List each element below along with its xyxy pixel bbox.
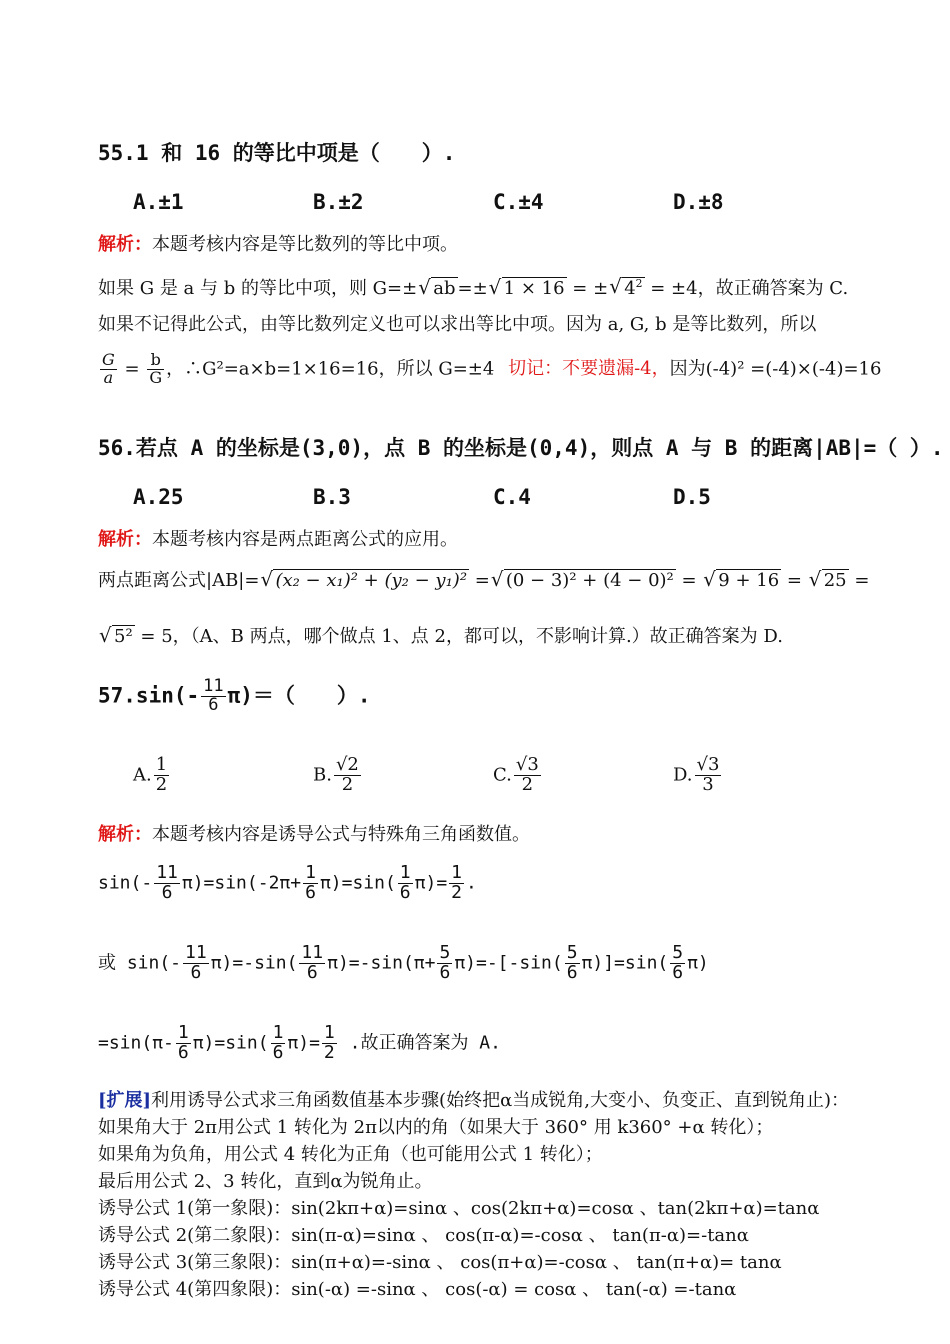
option-label: D. [673, 764, 693, 786]
sqrt-1x16 [490, 278, 567, 299]
text: 因为(-4)² =(-4)×(-4)=16 [669, 358, 882, 380]
text: = ± [572, 278, 609, 299]
sqrt-4sq: √ $4^2$ [610, 277, 644, 299]
q57-step2: 或 sin(- $\frac{11}{6}$ π)=-sin( $\frac{11}{6}$ π)=-sin(π+ $\frac{5}{6}$ π)=-[-sin( $\frac{5}{6}$ π)]=sin( $\frac{5}{6}$ π) [98, 942, 709, 983]
sqrt-ab [419, 278, 457, 299]
formula-4: 诱导公式 4(第四象限)：sin(-α) =-sinα 、 cos(-α) = cosα 、 tan(-α) =-tanα [98, 1279, 737, 1300]
fraction: $\frac{11}{6}$ [156, 862, 178, 903]
q56-option-d: D.5 [673, 485, 711, 509]
q56-line2 [98, 622, 783, 648]
sqrt-distance-formula [261, 570, 469, 591]
radicand: (x₂ − x₁)² + (y₂ − y₁)² [275, 570, 468, 591]
q57-option-b [313, 756, 363, 795]
analysis-label: 解析： [98, 824, 152, 845]
fraction-b-over-g: $\frac{b}{G}$ [149, 350, 163, 387]
q55-line2: 如果不记得此公式，由等比数列定义也可以求出等比中项。因为 a, G, b 是等比数列，所以 [98, 314, 817, 335]
q55-line1 [98, 274, 848, 300]
q56-line1: 两点距离公式|AB|=√ (x₂ − x₁)² + (y₂ − y₁)² =√ (0 − 3)² + (4 − 0)² = √ 9 + 16 = √ 25 = [98, 566, 869, 592]
q55-option-b: B.±2 [313, 190, 364, 214]
fraction: $\frac{11}{6}$ [185, 942, 207, 983]
sqrt-5sq [100, 626, 135, 647]
radicand: (0 − 3)² + (4 − 0)² [505, 570, 674, 591]
radicand: 5² [114, 626, 133, 647]
sqrt-25 [810, 570, 849, 591]
q55-option-d: D.±8 [673, 190, 724, 214]
warning-text: 切记：不要遗漏-4， [508, 358, 670, 380]
analysis-text: 本题考核内容是等比数列的等比中项。 [152, 234, 458, 255]
fraction-1-2: $\frac{1}{2}$ [155, 754, 168, 795]
text: 如果 G 是 a 与 b 的等比中项，则 G=± [98, 278, 418, 299]
text: ，∴G²=a×b=1×16=16，所以 G=±4 [166, 358, 495, 380]
q55-analysis [98, 230, 458, 256]
analysis-label: 解析： [98, 234, 152, 255]
fraction: $\frac{1}{6}$ [177, 1022, 189, 1063]
q56-option-c: C.4 [493, 485, 531, 509]
q57-option-d [673, 756, 723, 795]
q57-step3: =sin(π- $\frac{1}{6}$ π)=sin( $\frac{1}{6}$ π)= $\frac{1}{2}$ .故正确答案为 A. [98, 1022, 501, 1063]
text: 57.sin(- [98, 683, 200, 708]
q55-option-c: C.±4 [493, 190, 544, 214]
q57-title [98, 678, 371, 715]
sqrt-substituted [492, 570, 676, 591]
fraction: $\frac{5}{6}$ [439, 942, 451, 983]
text: 两点距离公式|AB|= [98, 570, 260, 591]
fraction: $\frac{1}{6}$ [399, 862, 411, 903]
radicand: ab [433, 278, 456, 299]
option-label: B. [313, 764, 332, 786]
fraction-sqrt3-3: $\frac{√3}{3}$ [696, 754, 720, 795]
text: = 5，（A、B 两点，哪个做点 1、点 2，都可以，不影响计算.）故正确答案为 D. [140, 626, 783, 647]
formula-3: 诱导公式 3(第三象限)：sin(π+α)=-sinα 、 cos(π+α)=-cosα 、 tan(π+α)= tanα [98, 1252, 782, 1273]
formula-1: 诱导公式 1(第一象限)：sin(2kπ+α)=sinα 、cos(2kπ+α)=cosα 、tan(2kπ+α)=tanα [98, 1198, 820, 1219]
q56-option-a: A.25 [133, 485, 184, 509]
fraction-11-6: $\frac{11}{6}$ [203, 676, 224, 715]
fraction: $\frac{11}{6}$ [301, 942, 324, 983]
radicand: 1 × 16 [503, 278, 565, 299]
analysis-label: 解析： [98, 529, 152, 550]
q57-option-c [493, 756, 543, 795]
text: π)＝（ ）. [227, 683, 371, 708]
analysis-text: 本题考核内容是两点距离公式的应用。 [152, 529, 458, 550]
fraction: $\frac{1}{6}$ [272, 1022, 284, 1063]
fraction: $\frac{5}{6}$ [566, 942, 578, 983]
fraction-sqrt2-2: $\frac{√2}{2}$ [335, 754, 359, 795]
analysis-text: 本题考核内容是诱导公式与特殊角三角函数值。 [152, 824, 530, 845]
fraction: $\frac{1}{6}$ [305, 862, 316, 903]
q57-option-a [133, 756, 171, 795]
sqrt-9-16 [704, 570, 781, 591]
q55-option-a: A.±1 [133, 190, 184, 214]
radicand: 4 [624, 278, 636, 299]
text: = ±4，故正确答案为 C. [650, 278, 849, 299]
expand-intro [98, 1086, 849, 1112]
q57-analysis [98, 820, 530, 846]
q55-line3: $\frac{G}{a}$ = $\frac{b}{G}$ ，∴G²=a×b=1×16=16，所以 G=±4 切记：不要遗漏-4，因为(-4)² =(-4)×(-4)=16 [102, 350, 882, 387]
option-label: C. [493, 764, 512, 786]
fraction: $\frac{1}{2}$ [451, 862, 462, 903]
q56-analysis [98, 525, 458, 551]
expand-label: [扩展] [98, 1090, 152, 1111]
formula-2: 诱导公式 2(第二象限)：sin(π-α)=sinα 、 cos(π-α)=-cosα 、 tan(π-α)=-tanα [98, 1225, 749, 1246]
expand-line3: 最后用公式 2、3 转化，直到α为锐角止。 [98, 1171, 433, 1192]
text: 利用诱导公式求三角函数值基本步骤(始终把α当成锐角,大变小、负变正、直到锐角止)： [151, 1090, 849, 1111]
fraction-sqrt3-2: $\frac{√3}{2}$ [515, 754, 539, 795]
fraction-g-over-a: $\frac{G}{a}$ [102, 350, 115, 387]
q57-step1: sin(- $\frac{11}{6}$ π)=sin(-2π+ $\frac{1}{6}$ π)=sin( $\frac{1}{6}$ π)= $\frac{1}{2}$ . [98, 862, 477, 903]
fraction: $\frac{5}{6}$ [672, 942, 684, 983]
expand-line2: 如果角为负角，用公式 4 转化为正角（也可能用公式 1 转化）； [98, 1144, 603, 1165]
q55-title: 55.1 和 16 的等比中项是（ ）. [98, 141, 456, 165]
q56-option-b: B.3 [313, 485, 351, 509]
radicand: 9 + 16 [718, 570, 780, 591]
fraction: $\frac{1}{2}$ [323, 1022, 335, 1063]
radicand: 25 [823, 570, 847, 591]
q56-title: 56.若点 A 的坐标是(3,0)，点 B 的坐标是(0,4)，则点 A 与 B 的距离|AB|=（ ）. [98, 436, 944, 460]
expand-line1: 如果角大于 2π用公式 1 转化为 2π以内的角（如果大于 360° 用 k360° +α 转化）； [98, 1117, 774, 1138]
text: =± [457, 278, 488, 299]
option-label: A. [133, 764, 152, 786]
